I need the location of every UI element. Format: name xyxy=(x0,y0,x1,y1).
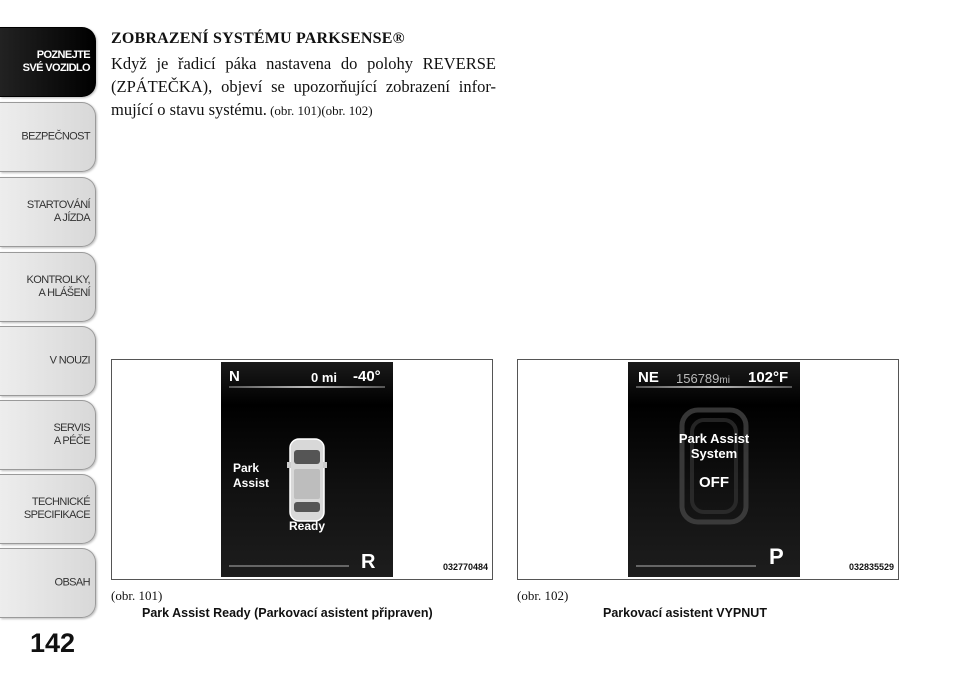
page-number: 142 xyxy=(30,628,76,658)
tab-label: STARTOVÁNÍ A JÍZDA xyxy=(26,199,90,224)
figure-101 xyxy=(111,359,493,580)
section-paragraph xyxy=(111,52,496,122)
figure-code: 032770484 xyxy=(442,562,488,572)
tab-obsah[interactable] xyxy=(0,548,96,618)
section-heading: ZOBRAZENÍ SYSTÉMU PARKSENSE® xyxy=(111,30,405,47)
divider xyxy=(636,565,756,567)
tab-technicke-specifikace[interactable] xyxy=(0,474,96,544)
cluster-display-park-assist-off xyxy=(628,362,800,577)
compass-heading: N xyxy=(229,368,240,385)
paragraph-text: Když je řadicí páka nastavena do polohy REVERSE (ZPÁTEČKA), objeví se upozorňující zobrazení infor- mující o stavu systému. xyxy=(111,54,496,119)
gear-indicator: P xyxy=(769,544,784,569)
tab-v-nouzi[interactable] xyxy=(0,326,96,396)
odometer: 156789mi xyxy=(676,371,730,386)
tab-label: TECHNICKÉ SPECIFIKACE xyxy=(23,496,90,521)
tab-label: V NOUZI xyxy=(49,354,90,367)
divider xyxy=(636,386,792,388)
tab-servis-a-pece[interactable] xyxy=(0,400,96,470)
divider xyxy=(229,386,385,388)
tab-label: OBSAH xyxy=(54,576,90,589)
figure-code: 032835529 xyxy=(848,562,894,572)
figure-refs: (obr. 101)(obr. 102) xyxy=(266,103,373,118)
figure-102-caption: (obr. 102) xyxy=(517,588,569,603)
tab-label: BEZPEČNOST xyxy=(21,130,90,143)
figure-102-title: Parkovací asistent VYPNUT xyxy=(603,606,767,620)
figure-101-caption: (obr. 101) xyxy=(111,588,163,603)
odometer: 0 mi xyxy=(311,370,338,385)
park-sensor-arcs-icon xyxy=(674,400,754,530)
system-label: Park Assist System xyxy=(678,431,750,461)
cluster-display-park-assist-ready xyxy=(221,362,393,577)
tab-bezpecnost[interactable] xyxy=(0,102,96,172)
outside-temperature: -40° xyxy=(353,368,381,385)
tab-startovani-a-jizda[interactable] xyxy=(0,177,96,247)
car-top-view-icon xyxy=(287,437,327,523)
divider xyxy=(229,565,349,567)
figure-101-title: Park Assist Ready (Parkovací asistent připraven) xyxy=(142,606,433,620)
figure-102 xyxy=(517,359,899,580)
tab-poznejte-sve-vozidlo[interactable] xyxy=(0,27,96,97)
status-text: OFF xyxy=(699,474,729,491)
tab-kontrolky-a-hlaseni[interactable] xyxy=(0,252,96,322)
status-text: Ready xyxy=(289,519,326,533)
tab-label: POZNEJTE SVÉ VOZIDLO xyxy=(22,49,90,74)
tab-label: SERVIS A PÉČE xyxy=(53,422,90,447)
tab-label: KONTROLKY, A HLÁŠENÍ xyxy=(26,274,90,299)
park-assist-label: Park Assist xyxy=(233,461,270,490)
gear-indicator: R xyxy=(361,551,376,573)
compass-heading: NE xyxy=(638,369,659,386)
outside-temperature: 102°F xyxy=(748,369,789,386)
